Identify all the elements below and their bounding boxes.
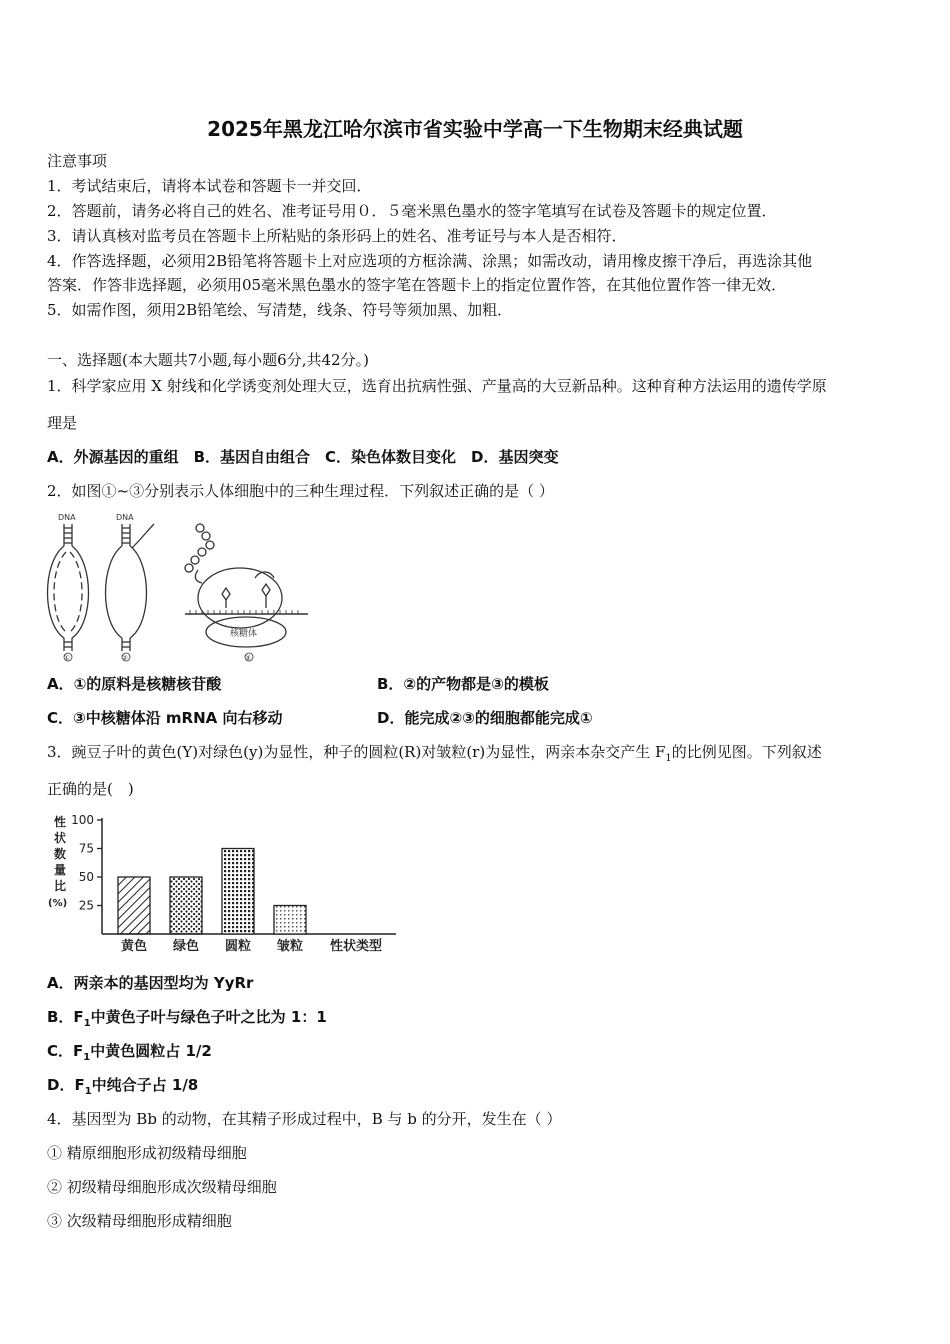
y-tick-label: 25 xyxy=(78,898,94,913)
y-label-char: 状 xyxy=(54,831,67,845)
q4-item: ① 精原细胞形成初级精母细胞 xyxy=(47,1144,247,1162)
q2-option-c: C．③中核糖体沿 mRNA 向右移动 xyxy=(47,709,283,727)
x-tick-label: 皱粒 xyxy=(276,939,304,954)
y-label-char: 数 xyxy=(54,847,67,861)
q2-option-d: D．能完成②③的细胞都能完成① xyxy=(377,709,593,727)
y-label-char: 量 xyxy=(54,863,67,877)
y-ticks xyxy=(71,813,102,913)
y-tick-label: 100 xyxy=(71,813,94,827)
x-axis-label: 性状类型 xyxy=(330,939,383,954)
question-1-options: A．外源基因的重组 B．基因自由组合 C．染色体数目变化 D．基因突变 xyxy=(47,448,559,466)
question-4-stem: 4．基因型为 Bb 的动物，在其精子形成过程中，B 与 b 的分开，发生在（ ） xyxy=(47,1110,562,1128)
q2-option-b: B．②的产物都是③的模板 xyxy=(377,675,549,693)
notice-item: 4．作答选择题，必须用2B铅笔将答题卡上对应选项的方框涂满、涂黑；如需改动，请用橡皮擦干净后，再选涂其他 xyxy=(47,252,813,270)
x-tick-label: 黄色 xyxy=(120,939,148,954)
fig-number-1: ① xyxy=(63,654,70,662)
notice-item: 3．请认真核对监考员在答题卡上所粘贴的条形码上的姓名、准考证号与本人是否相符． xyxy=(47,227,627,245)
y-axis-label xyxy=(48,814,67,909)
question-3-stem-cont: 正确的是( ) xyxy=(47,780,134,798)
question-1-stem-cont: 理是 xyxy=(47,414,78,432)
bar-皱粒 xyxy=(274,906,306,935)
notice-item: 答案．作答非选择题，必须用05毫米黑色墨水的签字笔在答题卡上的指定位置作答，在其他位置作答一律无效． xyxy=(47,276,787,294)
q3-option-b: B．$F_1$中黄色子叶与绿色子叶之比为 1：1 xyxy=(47,1008,327,1029)
question-3-stem: 3．豌豆子叶的黄色(Y)对绿色(y)为显性，种子的圆粒(R)对皱粒(r)为显性，两亲本杂交产生 $F_1$的比例见图。下列叙述 xyxy=(47,743,822,764)
notice-heading: 注意事项 xyxy=(47,152,108,170)
y-tick-label: 75 xyxy=(78,841,94,856)
notice-item: 5．如需作图，须用2B铅笔绘、写清楚，线条、符号等须加黑、加粗． xyxy=(47,301,513,319)
fig-number-2: ② xyxy=(121,654,128,662)
bar-圆粒 xyxy=(222,849,254,935)
question-2-stem: 2．如图①~③分别表示人体细胞中的三种生理过程．下列叙述正确的是（ ） xyxy=(47,482,554,500)
y-label-char: 性 xyxy=(54,815,67,829)
q2-option-a: A．①的原料是核糖核苷酸 xyxy=(47,675,222,693)
q3-option-d: D．$F_1$中纯合子占 1/8 xyxy=(47,1076,199,1097)
x-tick-label: 圆粒 xyxy=(224,939,252,954)
dna-label-1: DNA xyxy=(58,513,76,522)
ribosome-label: 核糖体 xyxy=(230,629,258,639)
section-heading: 一、选择题(本大题共7小题,每小题6分,共42分。) xyxy=(47,351,369,369)
bar-绿色 xyxy=(170,877,202,934)
q3-option-a: A．两亲本的基因型均为 YyRr xyxy=(47,974,254,992)
notice-item: 1．考试结束后，请将本试卷和答题卡一并交回． xyxy=(47,177,372,195)
q4-item: ③ 次级精母细胞形成精细胞 xyxy=(47,1212,232,1230)
q4-item: ② 初级精母细胞形成次级精母细胞 xyxy=(47,1178,277,1196)
q3-bar-chart xyxy=(40,810,410,960)
q2-figure xyxy=(40,508,320,663)
q3-option-c: C．$F_1$中黄色圆粒占 1/2 xyxy=(47,1042,212,1063)
y-label-char: (%) xyxy=(48,898,68,909)
question-1-stem: 1．科学家应用 X 射线和化学诱变剂处理大豆，选育出抗病性强、产量高的大豆新品种。这种育种方法运用的遗传学原 xyxy=(47,377,827,395)
y-tick-label: 50 xyxy=(78,870,94,884)
x-tick-label: 绿色 xyxy=(172,939,200,954)
fig-number-3: ③ xyxy=(244,654,251,662)
dna-label-2: DNA xyxy=(116,513,134,522)
bar-黄色 xyxy=(118,877,150,934)
notice-item: 2．答题前，请务必将自己的姓名、准考证号用０．５毫米黑色墨水的签字笔填写在试卷及答题卡的规定位置． xyxy=(47,202,777,220)
y-label-char: 比 xyxy=(54,879,67,893)
page-title: 2025年黑龙江哈尔滨市省实验中学高一下生物期末经典试题 xyxy=(207,117,743,141)
